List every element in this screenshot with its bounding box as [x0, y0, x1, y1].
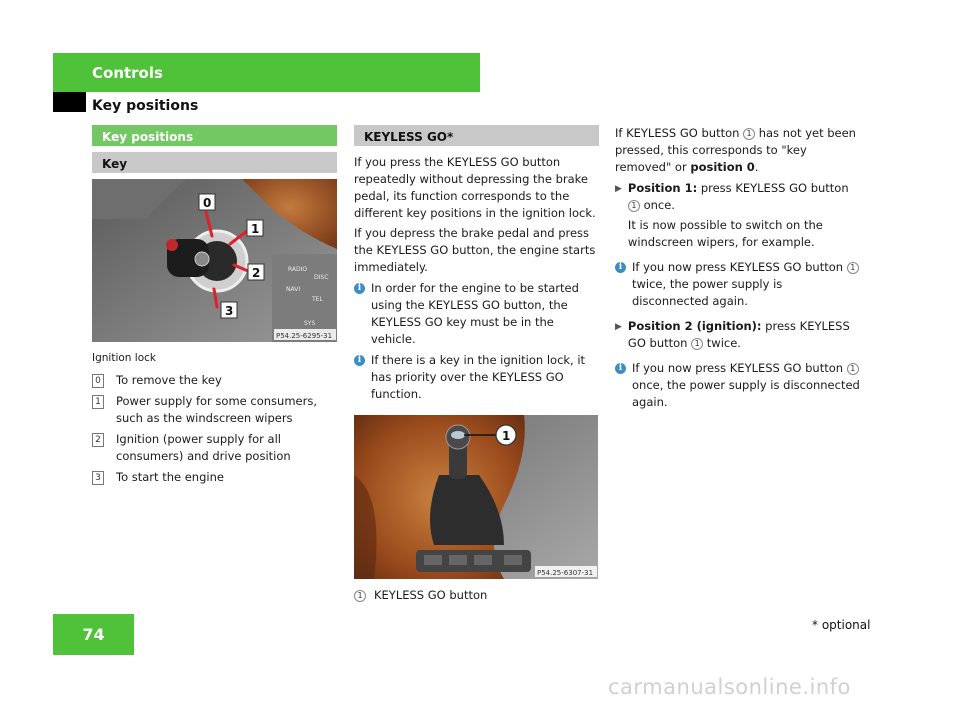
info-icon: i — [354, 355, 365, 366]
step-item: ▶ Position 1: press KEYLESS GO button 1 once. It is now possible to switch on the windscreen wipers, for example. — [615, 180, 860, 251]
position-3-label: 3 — [225, 304, 234, 318]
info-note — [354, 352, 599, 403]
legend-text: Ignition (power supply for all consumers) and drive position — [116, 432, 291, 463]
header-marker — [53, 92, 86, 112]
section-title: Controls — [92, 64, 163, 82]
info-icon: i — [615, 262, 626, 273]
figure-code: P54.25-6307-31 — [537, 569, 594, 577]
legend-item — [92, 393, 337, 427]
figure-caption — [354, 587, 599, 604]
legend-number: 1 — [92, 395, 104, 409]
right-column — [615, 125, 860, 411]
disc-button-label: DISC — [314, 274, 329, 281]
step-note: It is now possible to switch on the windscreen wipers, for example. — [627, 218, 823, 249]
callout-number: 1 — [628, 200, 640, 212]
position-0-label: 0 — [203, 196, 212, 210]
figure-caption: Ignition lock — [92, 352, 156, 364]
page-title: Key positions — [92, 98, 199, 114]
paragraph: If you depress the brake pedal and press the KEYLESS GO button, the engine starts immediately. — [354, 226, 596, 274]
position-2-label: 2 — [252, 266, 261, 280]
subsection-bar-keyless-go: KEYLESS GO* — [354, 125, 599, 146]
legend-number: 0 — [92, 374, 104, 388]
callout-number: 1 — [743, 128, 755, 140]
legend-number: 2 — [92, 433, 104, 447]
callout-number: 1 — [847, 262, 859, 274]
callout-number: 1 — [691, 338, 703, 350]
legend-text: Power supply for some consumers, such as the windscreen wipers — [116, 394, 317, 425]
position-1-label: 1 — [251, 222, 260, 236]
callout-number: 1 — [354, 590, 366, 602]
info-note: i If you now press KEYLESS GO button 1 once, the power supply is disconnected again. — [615, 360, 860, 411]
intro-paragraph: If KEYLESS GO button 1 has not yet been pressed, this corresponds to "key removed" or position 0. — [615, 126, 856, 174]
caption-text: KEYLESS GO button — [374, 588, 488, 602]
info-text: If there is a key in the ignition lock, it has priority over the KEYLESS GO function. — [371, 353, 586, 401]
step-item: ▶ Position 2 (ignition): press KEYLESS GO button 1 twice. — [615, 319, 850, 350]
keyless-button-label: 1 — [502, 429, 511, 443]
legend-text: To remove the key — [116, 373, 222, 387]
paragraph: If you press the KEYLESS GO button repeatedly without depressing the brake pedal, its function corresponds to the different key positions in the ignition lock. — [354, 155, 596, 220]
section-bar-key-positions: Key positions — [92, 125, 337, 146]
info-text: In order for the engine to be started using the KEYLESS GO button, the KEYLESS GO key must be in the vehicle. — [371, 281, 579, 346]
middle-column — [354, 125, 599, 604]
legend-text: To start the engine — [116, 470, 224, 484]
legend-item — [92, 431, 337, 465]
sys-button-label: SYS — [304, 320, 316, 327]
radio-button-label: RADIO — [288, 266, 308, 273]
ignition-lock-figure — [92, 179, 337, 342]
triangle-right-icon: ▶ — [615, 322, 622, 332]
callout-number: 1 — [847, 363, 859, 375]
legend-number: 3 — [92, 471, 104, 485]
left-column — [92, 125, 337, 490]
navi-button-label: NAVI — [286, 286, 301, 293]
info-icon: i — [615, 363, 626, 374]
figure-code: P54.25-6295-31 — [276, 332, 333, 340]
keyless-go-figure — [354, 415, 598, 579]
legend-item — [92, 469, 337, 486]
page-number: 74 — [53, 614, 134, 655]
info-note: i If you now press KEYLESS GO button 1 twice, the power supply is disconnected again. — [615, 259, 860, 310]
watermark: carmanualsonline.info — [608, 675, 851, 699]
tel-button-label: TEL — [312, 296, 323, 303]
info-icon: i — [354, 283, 365, 294]
optional-note: * optional — [812, 618, 871, 632]
info-note — [354, 280, 599, 348]
subsection-bar-key: Key — [92, 152, 337, 173]
legend-item — [92, 372, 337, 389]
triangle-right-icon: ▶ — [615, 184, 622, 194]
